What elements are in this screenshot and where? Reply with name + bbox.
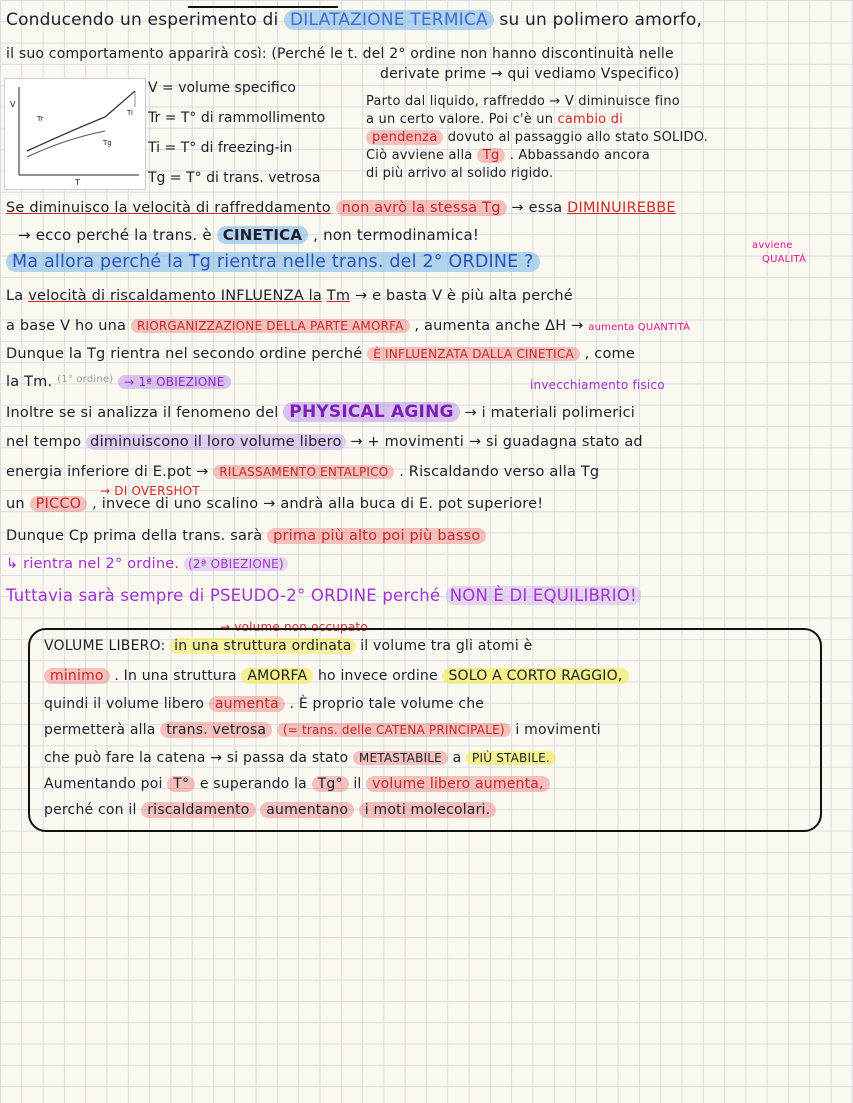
intro-line-3 xyxy=(380,66,679,82)
p1-arrow: → e basta xyxy=(354,288,428,304)
paragraph-line-5 xyxy=(6,402,635,422)
tg-label: Tg xyxy=(103,139,112,147)
box-line-1 xyxy=(44,638,532,654)
riscaldamento-highlight: riscaldamento xyxy=(141,802,255,818)
aumentano-highlight: aumentano xyxy=(260,802,354,818)
b4-text-d: i movimenti xyxy=(515,722,601,738)
dilatazione-termica-highlight: DILATAZIONE TERMICA xyxy=(284,10,494,30)
legend-tr: Tr = T° di rammollimento xyxy=(148,110,326,126)
quantita-annotation: aumenta QUANTITÀ xyxy=(588,322,691,333)
paragraph-line-9 xyxy=(6,528,486,544)
paragraph-line-2 xyxy=(6,318,690,334)
tr-label: Tr xyxy=(37,115,44,123)
p6-text-c: → + movimenti → si guadagna stato ad xyxy=(350,434,643,450)
side-text: a un certo valore. Poi c'è un xyxy=(366,112,554,127)
volume-libero-aumenta-highlight: volume libero aumenta, xyxy=(366,776,550,792)
box-line-5 xyxy=(44,750,556,766)
statement-text-2c: , non termodinamica! xyxy=(313,226,480,244)
obiezione-2: (2ª OBIEZIONE) xyxy=(184,557,288,571)
underline-stroke xyxy=(188,6,338,8)
b5-text-c: a xyxy=(452,750,462,766)
axis-t-label: T xyxy=(75,178,80,187)
qualita-annotation-2: QUALITÀ xyxy=(762,254,807,265)
b6-text-c: e superando la xyxy=(199,776,307,792)
paragraph-line-7 xyxy=(6,464,599,480)
paragraph-line-10 xyxy=(6,556,288,572)
b1-text: in una struttura ordinata xyxy=(170,638,355,654)
metastabile-highlight: METASTABILE xyxy=(353,751,448,765)
p2-text: a base V ho una xyxy=(6,318,127,334)
prima-piu-alto-highlight: prima più alto poi più basso xyxy=(267,528,486,544)
paragraph-line-6 xyxy=(6,434,643,450)
paragraph-line-11 xyxy=(6,586,641,605)
obiezione-1: → 1ª OBIEZIONE xyxy=(118,375,230,389)
statement-text-2: → ecco perché la trans. è xyxy=(18,226,212,244)
p2-text-c: , aumenta anche ΔH → xyxy=(414,318,584,334)
paragraph-line-4 xyxy=(6,374,231,390)
physical-aging-highlight: PHYSICAL AGING xyxy=(283,402,459,422)
volume-libero-title: VOLUME LIBERO: xyxy=(44,638,166,654)
intro-text-2: il suo comportamento apparirà così: (Perché le t. del 2° ordine non hanno discontinuità nelle xyxy=(6,46,674,62)
cinetica-highlight: CINETICA xyxy=(217,226,308,244)
amorfa-highlight: AMORFA xyxy=(241,668,313,684)
b2-text: . In una struttura xyxy=(114,668,237,684)
piu-stabile-highlight: PIÙ STABILE. xyxy=(466,751,556,765)
volume-temperature-graph xyxy=(4,78,146,190)
overshot-annotation: → DI OVERSHOT xyxy=(100,484,200,498)
corto-raggio-highlight: SOLO A CORTO RAGGIO, xyxy=(442,668,628,684)
b2-text-d: ho invece ordine xyxy=(317,668,438,684)
box-line-4 xyxy=(44,722,601,738)
ti-label: Ti xyxy=(127,109,134,117)
p6-text: nel tempo xyxy=(6,434,82,450)
p5-text-c: → i materiali polimerici xyxy=(464,405,635,421)
p7-text-c: . Riscaldando verso alla Tg xyxy=(399,464,600,480)
p4-annot: (1° ordine) xyxy=(57,374,114,385)
p11-text: Tuttavia sarà sempre di xyxy=(6,586,205,605)
moti-molecolari-highlight: i moti molecolari. xyxy=(359,802,497,818)
p3-text-c: , come xyxy=(584,346,635,362)
graph-svg xyxy=(5,79,145,189)
side-text-3: dovuto al passaggio allo stato SOLIDO. xyxy=(447,130,708,145)
b4-text: permetterà alla xyxy=(44,722,156,738)
side-tg: Tg xyxy=(477,148,506,163)
pseudo-highlight: PSEUDO-2° ORDINE xyxy=(209,586,377,605)
box-line-3 xyxy=(44,696,484,712)
paragraph-line-1 xyxy=(6,288,573,304)
statement-text: Se diminuisco la velocità di raffreddamento xyxy=(6,200,331,216)
side-cambio: cambio di xyxy=(557,112,623,127)
t-highlight: T° xyxy=(167,776,195,792)
p4-text: la Tm. xyxy=(6,374,53,390)
statement-diminuirebbe: DIMINUIREBBE xyxy=(567,200,676,216)
axis-v-label: V xyxy=(10,100,16,109)
question-line xyxy=(6,252,540,272)
p8-text: un xyxy=(6,496,25,512)
p5-text: Inoltre se si analizza il fenomeno del xyxy=(6,405,279,421)
p1-text: La xyxy=(6,288,24,304)
legend-v: V = volume specifico xyxy=(148,80,296,96)
catena-principale-highlight: (= trans. delle CATENA PRINCIPALE) xyxy=(277,723,511,737)
intro-text-end: su un polimero amorfo, xyxy=(499,10,703,30)
intro-text: Conducendo un esperimento di xyxy=(6,10,279,30)
side-line-4 xyxy=(366,148,650,163)
trans-vetrosa-highlight: trans. vetrosa xyxy=(160,722,272,738)
statement-arrow: → essa xyxy=(511,200,563,216)
p7-text: energia inferiore di E.pot → xyxy=(6,464,209,480)
volume-non-occupato-annotation: → volume non occupato xyxy=(220,620,368,634)
b3-text-c: . È proprio tale volume che xyxy=(289,696,485,712)
legend-ti: Ti = T° di freezing-in xyxy=(148,140,293,156)
qualita-annotation-1: avviene xyxy=(752,240,793,251)
side-text-4c: . Abbassando ancora xyxy=(509,148,650,163)
legend-tg: Tg = T° di trans. vetrosa xyxy=(148,170,321,186)
box-line-7 xyxy=(44,802,496,818)
box-line-6 xyxy=(44,776,550,792)
p1-velocita: velocità di riscaldamento INFLUENZA la xyxy=(28,288,322,304)
p6-volume: diminuiscono il loro volume libero xyxy=(86,434,345,450)
side-line-5: di più arrivo al solido rigido. xyxy=(366,166,554,181)
paragraph-line-8 xyxy=(6,496,543,512)
b7-text: perché con il xyxy=(44,802,137,818)
b3-text: quindi il volume libero xyxy=(44,696,205,712)
paragraph-line-3 xyxy=(6,346,635,362)
riorganizzazione-highlight: RIORGANIZZAZIONE DELLA PARTE AMORFA xyxy=(131,319,410,333)
p9-text: Dunque Cp prima della trans. sarà xyxy=(6,528,263,544)
p10-text: ↳ rientra nel 2° ordine. xyxy=(6,556,180,572)
statement-highlight: non avrò la stessa Tg xyxy=(336,200,507,216)
invecchiamento-annotation: invecchiamento fisico xyxy=(530,378,665,392)
p8-text-c: , invece di uno scalino → andrà alla buca di E. pot superiore! xyxy=(92,496,544,512)
statement-line-2 xyxy=(18,226,479,244)
box-line-2 xyxy=(44,668,629,684)
p1-tm: Tm xyxy=(326,288,351,304)
minimo-highlight: minimo xyxy=(44,668,110,684)
intro-text-3: derivate prime → qui vediamo Vspecifico) xyxy=(380,66,680,82)
b6-text: Aumentando poi xyxy=(44,776,163,792)
intro-line-1 xyxy=(6,10,702,30)
picco-highlight: PICCO xyxy=(30,496,88,512)
side-line-1: Parto dal liquido, raffreddo → V diminuisce fino xyxy=(366,94,680,109)
non-equilibrio-highlight: NON È DI EQUILIBRIO! xyxy=(446,586,641,605)
p3-text: Dunque la Tg rientra nel secondo ordine perché xyxy=(6,346,363,362)
p11-perche: perché xyxy=(382,586,441,605)
intro-line-2 xyxy=(6,46,674,62)
influenzata-highlight: È INFLUENZATA DALLA CINETICA xyxy=(367,347,580,361)
side-line-2 xyxy=(366,112,623,127)
b6-text-e: il xyxy=(353,776,362,792)
side-text-4: Ciò avviene alla xyxy=(366,148,473,163)
side-pendenza: pendenza xyxy=(366,130,443,145)
statement-line-1 xyxy=(6,200,676,216)
tg-highlight: Tg° xyxy=(312,776,349,792)
rilassamento-highlight: RILASSAMENTO ENTALPICO xyxy=(213,465,394,479)
aumenta-highlight: aumenta xyxy=(209,696,285,712)
p1-end: V è più alta perché xyxy=(432,288,573,304)
question-highlight: Ma allora perché la Tg rientra nelle trans. del 2° ORDINE ? xyxy=(6,252,540,272)
b1-text-b: il volume tra gli atomi è xyxy=(360,638,533,654)
b5-text: che può fare la catena → si passa da stato xyxy=(44,750,349,766)
side-line-3 xyxy=(366,130,708,145)
